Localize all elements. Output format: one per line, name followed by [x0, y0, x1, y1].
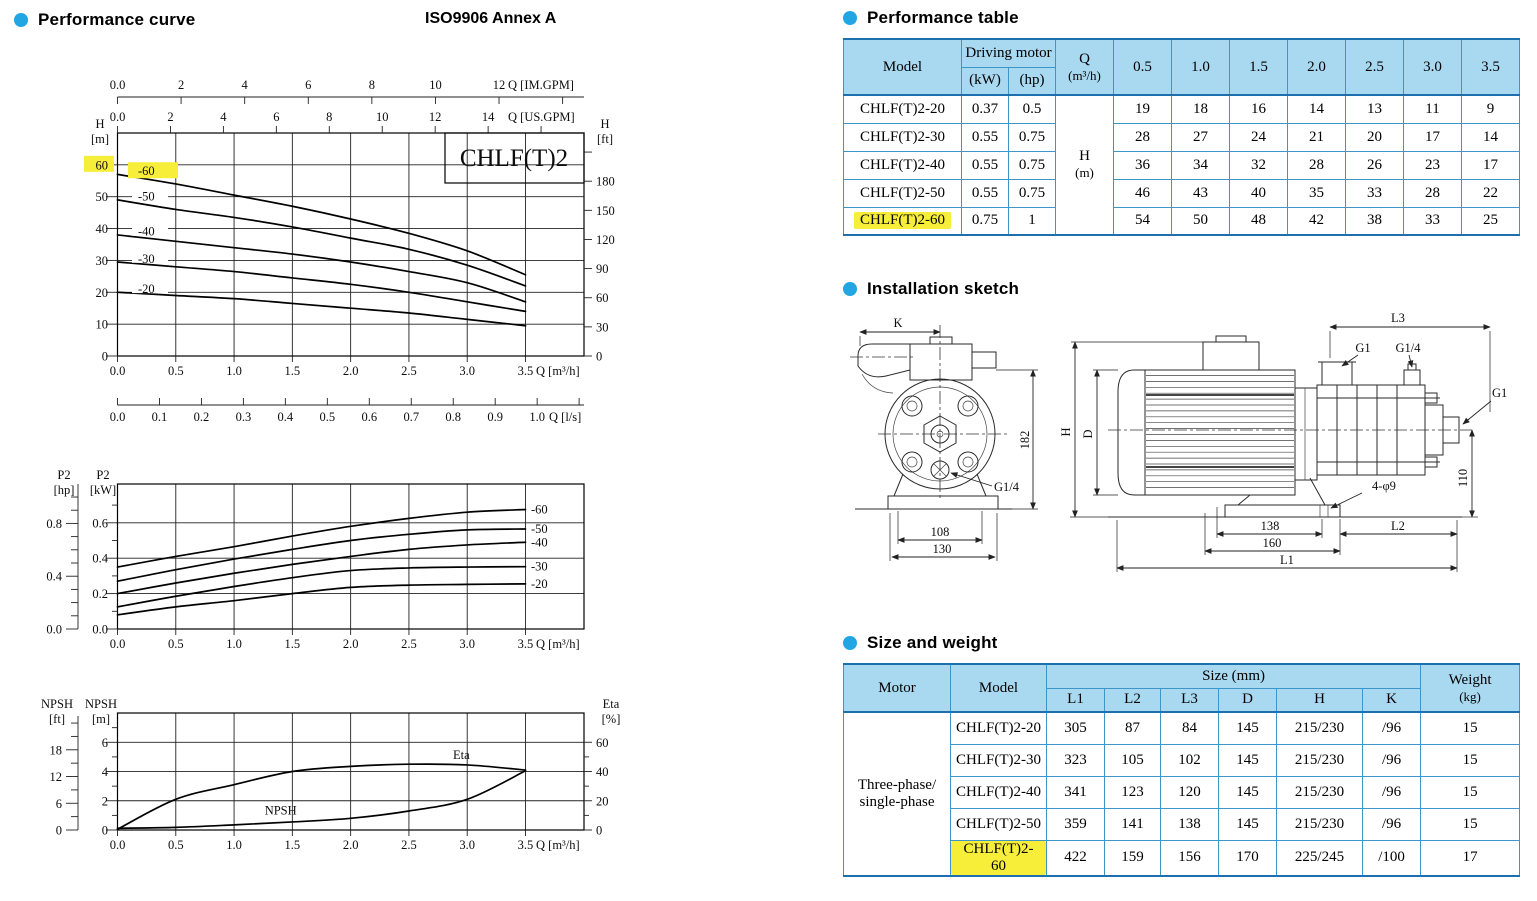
svg-text:0.0: 0.0	[109, 410, 126, 424]
svg-text:1.5: 1.5	[284, 838, 301, 852]
svg-text:0.6: 0.6	[92, 516, 108, 531]
svg-text:[hp]: [hp]	[53, 483, 75, 497]
size-value-cell: 225/245	[1277, 840, 1363, 876]
svg-text:90: 90	[596, 262, 609, 277]
head-value-cell: 26	[1346, 151, 1404, 179]
svg-text:4: 4	[220, 110, 227, 124]
size-value-cell: 422	[1047, 840, 1105, 876]
size-value-cell: 87	[1105, 712, 1161, 744]
svg-text:0.3: 0.3	[235, 410, 252, 424]
dim-label-182: 182	[1018, 430, 1032, 450]
svg-text:0.1: 0.1	[151, 410, 168, 424]
svg-text:12: 12	[492, 78, 506, 92]
iso-standard-label: ISO9906 Annex A	[425, 10, 557, 27]
perf-table-row	[844, 151, 1520, 179]
perf-table-row	[844, 207, 1520, 235]
svg-text:0.0: 0.0	[46, 622, 62, 637]
head-value-cell: 35	[1288, 179, 1346, 207]
svg-text:1.0: 1.0	[226, 364, 242, 378]
svg-text:60: 60	[95, 158, 108, 173]
svg-text:0.5: 0.5	[319, 410, 336, 424]
perf-table-row	[844, 123, 1520, 151]
svg-text:150: 150	[596, 203, 615, 218]
size-value-cell: /96	[1363, 776, 1421, 808]
svg-text:120: 120	[596, 232, 615, 247]
svg-text:Q [m³/h]: Q [m³/h]	[536, 637, 580, 651]
svg-text:-50: -50	[531, 521, 548, 536]
head-value-cell: 22	[1462, 179, 1520, 207]
size-value-cell: 215/230	[1277, 712, 1363, 744]
head-value-cell: 21	[1288, 123, 1346, 151]
head-value-cell: 27	[1172, 123, 1230, 151]
installation-sketch-title-text: Installation sketch	[867, 279, 1020, 298]
col-header-flow-2.0: 2.0	[1288, 39, 1346, 95]
dim-label-l3: L3	[1391, 311, 1405, 325]
size-value-cell: 359	[1047, 808, 1105, 840]
svg-text:[m]: [m]	[91, 712, 111, 726]
head-value-cell: 33	[1346, 179, 1404, 207]
col-header-weight: Weight (kg)	[1421, 664, 1520, 712]
svg-text:2: 2	[101, 794, 108, 809]
svg-text:30: 30	[596, 320, 609, 335]
col-header-flow-1.0: 1.0	[1172, 39, 1230, 95]
weight-cell: 15	[1421, 744, 1520, 776]
svg-text:2.5: 2.5	[401, 838, 417, 852]
col-header-flow-3.0: 3.0	[1404, 39, 1462, 95]
curve-60	[118, 174, 526, 274]
col-header-k: K	[1363, 688, 1421, 712]
svg-text:2: 2	[167, 110, 174, 124]
dim-label-138: 138	[1260, 519, 1280, 533]
svg-text:8: 8	[368, 78, 375, 92]
model-cell: CHLF(T)2-30	[844, 123, 962, 151]
svg-text:50: 50	[95, 190, 108, 205]
head-value-cell: 19	[1114, 95, 1172, 123]
model-cell: CHLF(T)2-60	[951, 840, 1047, 876]
col-header-l3: L3	[1161, 688, 1219, 712]
size-weight-title	[843, 633, 998, 653]
performance-table-title	[843, 8, 1019, 28]
model-cell: CHLF(T)2-20	[844, 95, 962, 123]
svg-text:6: 6	[305, 78, 312, 92]
svg-text:18: 18	[49, 743, 62, 758]
head-value-cell: 11	[1404, 95, 1462, 123]
head-value-cell: 28	[1404, 179, 1462, 207]
svg-text:0.2: 0.2	[92, 587, 108, 602]
svg-text:14: 14	[481, 110, 495, 124]
head-value-cell: 24	[1230, 123, 1288, 151]
hp-cell: 0.5	[1009, 95, 1056, 123]
head-value-cell: 40	[1230, 179, 1288, 207]
size-value-cell: 84	[1161, 712, 1219, 744]
svg-text:0.4: 0.4	[46, 569, 62, 584]
svg-text:-40: -40	[138, 224, 155, 239]
section-bullet-icon	[843, 282, 857, 296]
curve-30	[118, 567, 526, 607]
svg-text:[m]: [m]	[90, 132, 110, 146]
svg-text:10: 10	[429, 78, 442, 92]
svg-text:2: 2	[177, 78, 185, 92]
svg-text:[kW]: [kW]	[89, 483, 117, 497]
head-value-cell: 42	[1288, 207, 1346, 235]
size-value-cell: /96	[1363, 808, 1421, 840]
p2-power-chart	[0, 448, 640, 660]
motor-fins	[1146, 376, 1294, 488]
model-cell: CHLF(T)2-50	[844, 179, 962, 207]
svg-text:Q [m³/h]: Q [m³/h]	[536, 838, 580, 852]
svg-text:H: H	[95, 117, 105, 131]
npsh-eta-chart	[0, 693, 640, 868]
svg-text:180: 180	[596, 174, 615, 189]
col-header-size: Size (mm)	[1047, 664, 1421, 688]
svg-text:0.5: 0.5	[167, 838, 184, 852]
pump-front-view	[850, 316, 1038, 561]
head-value-cell: 46	[1114, 179, 1172, 207]
head-value-cell: 13	[1346, 95, 1404, 123]
size-value-cell: /96	[1363, 744, 1421, 776]
svg-text:0: 0	[101, 823, 108, 838]
performance-table-title-text: Performance table	[867, 8, 1019, 27]
svg-text:0.5: 0.5	[167, 637, 184, 651]
size-weight-title-text: Size and weight	[867, 633, 998, 652]
svg-text:40: 40	[95, 222, 108, 237]
svg-text:6: 6	[55, 796, 62, 811]
head-value-cell: 33	[1404, 207, 1462, 235]
weight-cell: 17	[1421, 840, 1520, 876]
svg-text:0.4: 0.4	[277, 410, 294, 424]
head-value-cell: 32	[1230, 151, 1288, 179]
dim-label-l1: L1	[1280, 553, 1294, 567]
svg-text:-60: -60	[531, 502, 548, 517]
svg-text:H: H	[600, 117, 610, 131]
size-value-cell: 145	[1219, 712, 1277, 744]
svg-text:0.0: 0.0	[109, 637, 126, 651]
size-value-cell: 145	[1219, 744, 1277, 776]
svg-text:Q [m³/h]: Q [m³/h]	[536, 364, 580, 378]
svg-text:4: 4	[101, 765, 108, 780]
port-label-g1-right: G1	[1492, 386, 1508, 400]
svg-text:Q [IM.GPM]: Q [IM.GPM]	[508, 78, 574, 92]
performance-curve-title	[14, 10, 195, 30]
svg-text:60: 60	[596, 735, 609, 750]
size-value-cell: 141	[1105, 808, 1161, 840]
model-cell: CHLF(T)2-50	[951, 808, 1047, 840]
head-value-cell: 17	[1404, 123, 1462, 151]
svg-text:20: 20	[596, 794, 609, 809]
head-value-cell: 14	[1288, 95, 1346, 123]
head-value-cell: 28	[1288, 151, 1346, 179]
svg-text:0.0: 0.0	[109, 78, 126, 92]
curve-40	[118, 235, 526, 302]
head-value-cell: 43	[1172, 179, 1230, 207]
dim-label-l2: L2	[1391, 519, 1405, 533]
hp-cell: 0.75	[1009, 179, 1056, 207]
port-label-g14-front: G1/4	[994, 480, 1019, 494]
col-header-flow-2.5: 2.5	[1346, 39, 1404, 95]
col-header-q: Q (m³/h)	[1056, 39, 1114, 95]
svg-text:P2: P2	[57, 468, 71, 482]
size-value-cell: 138	[1161, 808, 1219, 840]
head-value-cell: 48	[1230, 207, 1288, 235]
curve-20	[118, 584, 526, 615]
svg-text:1.0: 1.0	[226, 838, 242, 852]
col-header-l1: L1	[1047, 688, 1105, 712]
svg-text:CHLF(T)2: CHLF(T)2	[459, 145, 569, 172]
size-value-cell: /96	[1363, 712, 1421, 744]
svg-text:4: 4	[241, 78, 248, 92]
col-header-flow-0.5: 0.5	[1114, 39, 1172, 95]
head-value-cell: 54	[1114, 207, 1172, 235]
svg-text:0: 0	[101, 349, 108, 364]
svg-text:6: 6	[273, 110, 280, 124]
model-cell: CHLF(T)2-30	[951, 744, 1047, 776]
col-header-l2: L2	[1105, 688, 1161, 712]
model-cell: CHLF(T)2-60	[844, 207, 962, 235]
col-header-kw: (kW)	[962, 67, 1009, 95]
size-value-cell: 102	[1161, 744, 1219, 776]
svg-text:0.0: 0.0	[109, 110, 126, 124]
svg-text:2.0: 2.0	[342, 637, 359, 651]
h-m-cell: H (m)	[1056, 95, 1114, 235]
col-header-flow-1.5: 1.5	[1230, 39, 1288, 95]
svg-text:0.0: 0.0	[109, 364, 126, 378]
svg-text:-30: -30	[531, 559, 548, 574]
model-cell: CHLF(T)2-40	[951, 776, 1047, 808]
svg-text:3.0: 3.0	[459, 637, 476, 651]
perf-table-row	[844, 95, 1520, 123]
performance-table	[843, 38, 1520, 236]
dim-label-k: K	[893, 316, 903, 330]
svg-text:0.0: 0.0	[109, 838, 126, 852]
svg-text:Q [US.GPM]: Q [US.GPM]	[508, 110, 575, 124]
size-value-cell: 215/230	[1277, 808, 1363, 840]
svg-text:-50: -50	[138, 189, 155, 204]
svg-text:[ft]: [ft]	[49, 712, 65, 726]
size-value-cell: 341	[1047, 776, 1105, 808]
installation-sketch-title	[843, 279, 1019, 299]
kw-cell: 0.55	[962, 151, 1009, 179]
col-header-motor: Motor	[844, 664, 951, 712]
svg-text:NPSH: NPSH	[264, 803, 297, 818]
svg-text:0.2: 0.2	[193, 410, 210, 424]
pump-side-view	[1059, 311, 1507, 572]
col-header-flow-3.5: 3.5	[1462, 39, 1520, 95]
svg-text:12: 12	[49, 770, 62, 785]
size-value-cell: 215/230	[1277, 776, 1363, 808]
col-header-model: Model	[844, 39, 962, 95]
head-value-cell: 20	[1346, 123, 1404, 151]
head-value-cell: 9	[1462, 95, 1520, 123]
size-value-cell: 120	[1161, 776, 1219, 808]
size-value-cell: 305	[1047, 712, 1105, 744]
svg-text:0.4: 0.4	[92, 551, 108, 566]
curve-40	[118, 542, 526, 593]
kw-cell: 0.55	[962, 179, 1009, 207]
size-value-cell: 156	[1161, 840, 1219, 876]
performance-curve-title-text: Performance curve	[38, 10, 196, 29]
head-value-cell: 17	[1462, 151, 1520, 179]
svg-text:0.8: 0.8	[46, 516, 62, 531]
svg-text:8: 8	[326, 110, 333, 124]
weight-cell: 15	[1421, 776, 1520, 808]
curve-20	[118, 292, 526, 325]
col-header-driving-motor: Driving motor	[962, 39, 1056, 67]
svg-text:10: 10	[95, 317, 108, 332]
size-value-cell: 215/230	[1277, 744, 1363, 776]
motor-group-cell: Three-phase/ single-phase	[844, 712, 951, 876]
svg-text:0: 0	[596, 823, 603, 838]
hp-cell: 1	[1009, 207, 1056, 235]
svg-text:-60: -60	[138, 164, 155, 179]
kw-cell: 0.37	[962, 95, 1009, 123]
svg-text:NPSH: NPSH	[85, 697, 117, 711]
svg-text:[%]: [%]	[601, 712, 621, 726]
svg-text:3.5: 3.5	[517, 364, 534, 378]
dim-label-holes: 4-φ9	[1372, 479, 1396, 493]
model-cell: CHLF(T)2-40	[844, 151, 962, 179]
svg-text:Q [l/s]: Q [l/s]	[549, 410, 582, 424]
dim-label-130: 130	[932, 542, 952, 556]
head-value-cell: 36	[1114, 151, 1172, 179]
svg-text:0: 0	[55, 823, 62, 838]
size-value-cell: 170	[1219, 840, 1277, 876]
dim-label-160: 160	[1262, 536, 1282, 550]
svg-text:3.5: 3.5	[517, 838, 534, 852]
dim-label-d: D	[1081, 429, 1095, 439]
curve-eta	[118, 764, 526, 829]
head-value-cell: 18	[1172, 95, 1230, 123]
svg-text:10: 10	[375, 110, 389, 124]
size-value-cell: /100	[1363, 840, 1421, 876]
col-header-h: H	[1277, 688, 1363, 712]
svg-text:60: 60	[596, 291, 609, 306]
curve-npsh	[118, 771, 526, 828]
size-value-cell: 159	[1105, 840, 1161, 876]
svg-text:0.9: 0.9	[487, 410, 503, 424]
svg-text:Eta: Eta	[453, 748, 470, 763]
svg-text:0.5: 0.5	[167, 364, 184, 378]
svg-text:NPSH: NPSH	[41, 697, 73, 711]
svg-text:12: 12	[428, 110, 442, 124]
svg-text:6: 6	[101, 735, 108, 750]
head-value-cell: 16	[1230, 95, 1288, 123]
svg-text:1.0: 1.0	[226, 637, 242, 651]
svg-text:3.0: 3.0	[459, 838, 476, 852]
svg-text:20: 20	[95, 285, 108, 300]
svg-text:0.8: 0.8	[445, 410, 462, 424]
weight-cell: 15	[1421, 808, 1520, 840]
svg-text:0.7: 0.7	[403, 410, 420, 424]
head-value-cell: 25	[1462, 207, 1520, 235]
model-cell: CHLF(T)2-20	[951, 712, 1047, 744]
head-value-cell: 38	[1346, 207, 1404, 235]
svg-text:-30: -30	[138, 251, 155, 266]
size-value-cell: 323	[1047, 744, 1105, 776]
port-label-g14-side: G1/4	[1395, 341, 1421, 355]
size-value-cell: 145	[1219, 808, 1277, 840]
svg-text:0.6: 0.6	[361, 410, 378, 424]
svg-text:0: 0	[596, 349, 603, 364]
svg-text:2.0: 2.0	[342, 838, 359, 852]
svg-text:1.0: 1.0	[529, 410, 545, 424]
size-value-cell: 145	[1219, 776, 1277, 808]
size-value-cell: 123	[1105, 776, 1161, 808]
svg-text:1.5: 1.5	[284, 637, 301, 651]
dim-label-h: H	[1059, 427, 1073, 437]
hp-cell: 0.75	[1009, 123, 1056, 151]
svg-text:3.0: 3.0	[459, 364, 476, 378]
size-weight-table	[843, 663, 1520, 877]
svg-text:-20: -20	[138, 282, 155, 297]
hp-cell: 0.75	[1009, 151, 1056, 179]
col-header-model: Model	[951, 664, 1047, 712]
col-header-d: D	[1219, 688, 1277, 712]
svg-text:-40: -40	[531, 535, 548, 550]
section-bullet-icon	[14, 13, 28, 27]
svg-text:40: 40	[596, 765, 609, 780]
weight-cell: 15	[1421, 712, 1520, 744]
svg-text:3.5: 3.5	[517, 637, 534, 651]
head-value-cell: 28	[1114, 123, 1172, 151]
svg-text:30: 30	[95, 253, 108, 268]
section-bullet-icon	[843, 636, 857, 650]
curve-30	[118, 262, 526, 311]
col-header-hp: (hp)	[1009, 67, 1056, 95]
dim-label-110: 110	[1456, 468, 1470, 488]
svg-text:P2: P2	[96, 468, 110, 482]
installation-sketch-drawing	[840, 305, 1537, 595]
dim-label-108: 108	[930, 525, 950, 539]
port-label-g1-top: G1	[1355, 341, 1371, 355]
perf-table-row	[844, 179, 1520, 207]
head-value-cell: 50	[1172, 207, 1230, 235]
svg-text:Eta: Eta	[602, 697, 620, 711]
svg-text:1.5: 1.5	[284, 364, 301, 378]
kw-cell: 0.55	[962, 123, 1009, 151]
head-value-cell: 23	[1404, 151, 1462, 179]
svg-text:[ft]: [ft]	[597, 132, 613, 146]
head-value-cell: 34	[1172, 151, 1230, 179]
svg-text:0.0: 0.0	[92, 622, 108, 637]
section-bullet-icon	[843, 11, 857, 25]
svg-text:2.0: 2.0	[342, 364, 359, 378]
svg-text:-20: -20	[531, 576, 548, 591]
kw-cell: 0.75	[962, 207, 1009, 235]
hq-performance-chart	[0, 50, 640, 440]
svg-text:2.5: 2.5	[401, 637, 417, 651]
size-value-cell: 105	[1105, 744, 1161, 776]
head-value-cell: 14	[1462, 123, 1520, 151]
size-table-row	[844, 712, 1520, 744]
svg-text:2.5: 2.5	[401, 364, 417, 378]
